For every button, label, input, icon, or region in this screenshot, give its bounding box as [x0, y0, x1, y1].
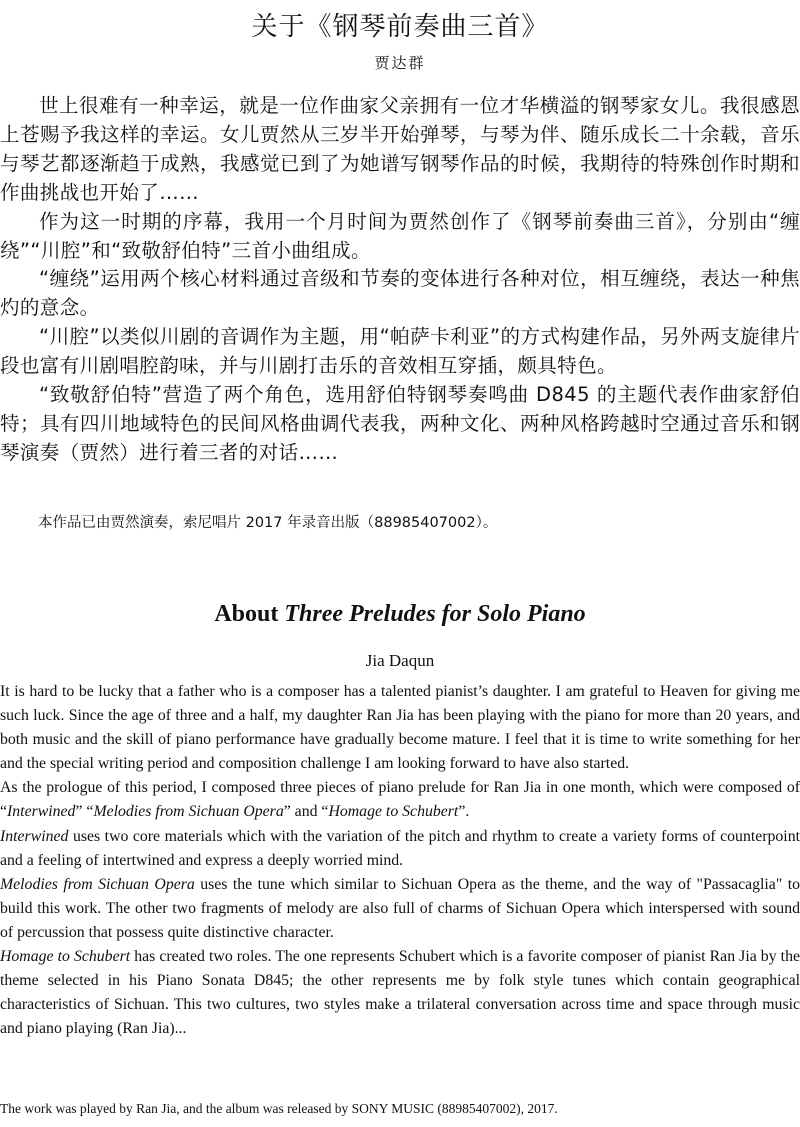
work-title: Homage to Schubert [0, 948, 131, 966]
chinese-paragraph: 作为这一时期的序幕，我用一个月时间为贾然创作了《钢琴前奏曲三首》，分别由“缠绕”“川腔”和“致敬舒伯特”三首小曲组成。 [0, 209, 800, 262]
english-title [0, 601, 800, 628]
work-title: Melodies from Sichuan Opera [93, 803, 284, 821]
english-paragraph: Melodies from Sichuan Opera uses the tune which similar to Sichuan Opera as the theme, and the way of "Passacaglia" to build this work. The other two fragments of melody are also full of charms of Sichuan Opera which interspersed with sound of percussion that possess quite distinctive character. [0, 875, 800, 941]
english-title-prefix: About [214, 601, 285, 627]
english-paragraph: Homage to Schubert has created two roles. The one represents Schubert which is a favorite composer of pianist Ran Jia by the theme selected in his Piano Sonata D845; the other represents me by folk style tunes which contain geographical characteristics of Sichuan. This two cultures, two styles make a trilateral conversation across time and space through music and piano playing (Ran Jia)... [0, 948, 800, 1038]
work-title: Interwined [0, 827, 69, 845]
chinese-recording-note: 本作品已由贾然演奏，索尼唱片 2017 年录音出版（88985407002）。 [38, 515, 498, 531]
chinese-paragraph: “川腔”以类似川剧的音调作为主题，用“帕萨卡利亚”的方式构建作品，另外两支旋律片段也富有川剧唱腔韵味，并与川剧打击乐的音效相互穿插，颇具特色。 [0, 325, 800, 378]
work-title: Interwined [7, 803, 76, 821]
chinese-title: 关于《钢琴前奏曲三首》 [251, 12, 549, 42]
english-paragraph: Interwined uses two core materials which with the variation of the pitch and rhythm to create a variety forms of counterpoint and a feeling of intertwined and express a deeply worried mind. [0, 827, 800, 869]
english-title-work: Three Preludes for Solo Piano [284, 601, 586, 627]
chinese-paragraph: “致敬舒伯特”营造了两个角色，选用舒伯特钢琴奏鸣曲 D845 的主题代表作曲家舒伯特；具有四川地域特色的民间风格曲调代表我，两种文化、两种风格跨越时空通过音乐和钢琴演奏（贾然）进行着三者的对话…… [0, 383, 800, 464]
english-paragraph: It is hard to be lucky that a father who is a composer has a talented pianist’s daughter. I am grateful to Heaven for giving me such luck. Since the age of three and a half, my daughter Ran Jia has been playing with the piano for more than 20 years, and both music and the skill of piano performance have gradually become mature. I feel that it is time to write something for her and the special writing period and composition challenge I am looking forward to have also started. [0, 683, 800, 773]
english-paragraph: As the prologue of this period, I composed three pieces of piano prelude for Ran Jia in one month, which were composed of “Interwined” “Melodies from Sichuan Opera” and “Homage to Schubert”. [0, 779, 800, 821]
chinese-paragraph: 世上很难有一种幸运，就是一位作曲家父亲拥有一位才华横溢的钢琴家女儿。我很感恩上苍赐予我这样的幸运。女儿贾然从三岁半开始弹琴，与琴为伴、随乐成长二十余载，音乐与琴艺都逐渐趋于成熟，我感觉已到了为她谱写钢琴作品的时候，我期待的特殊创作时期和作曲挑战也开始了…… [0, 94, 800, 204]
chinese-body [0, 92, 800, 468]
english-recording-note: The work was played by Ran Jia, and the album was released by SONY MUSIC (88985407002), 2017. [0, 1101, 558, 1116]
chinese-paragraph: “缠绕”运用两个核心材料通过音级和节奏的变体进行各种对位，相互缠绕，表达一种焦灼的意念。 [0, 267, 800, 320]
english-author: Jia Daqun [365, 651, 435, 670]
work-title: Homage to Schubert [328, 803, 459, 821]
chinese-author: 贾达群 [374, 54, 426, 72]
english-body [0, 680, 800, 1041]
work-title: Melodies from Sichuan Opera [0, 875, 195, 893]
